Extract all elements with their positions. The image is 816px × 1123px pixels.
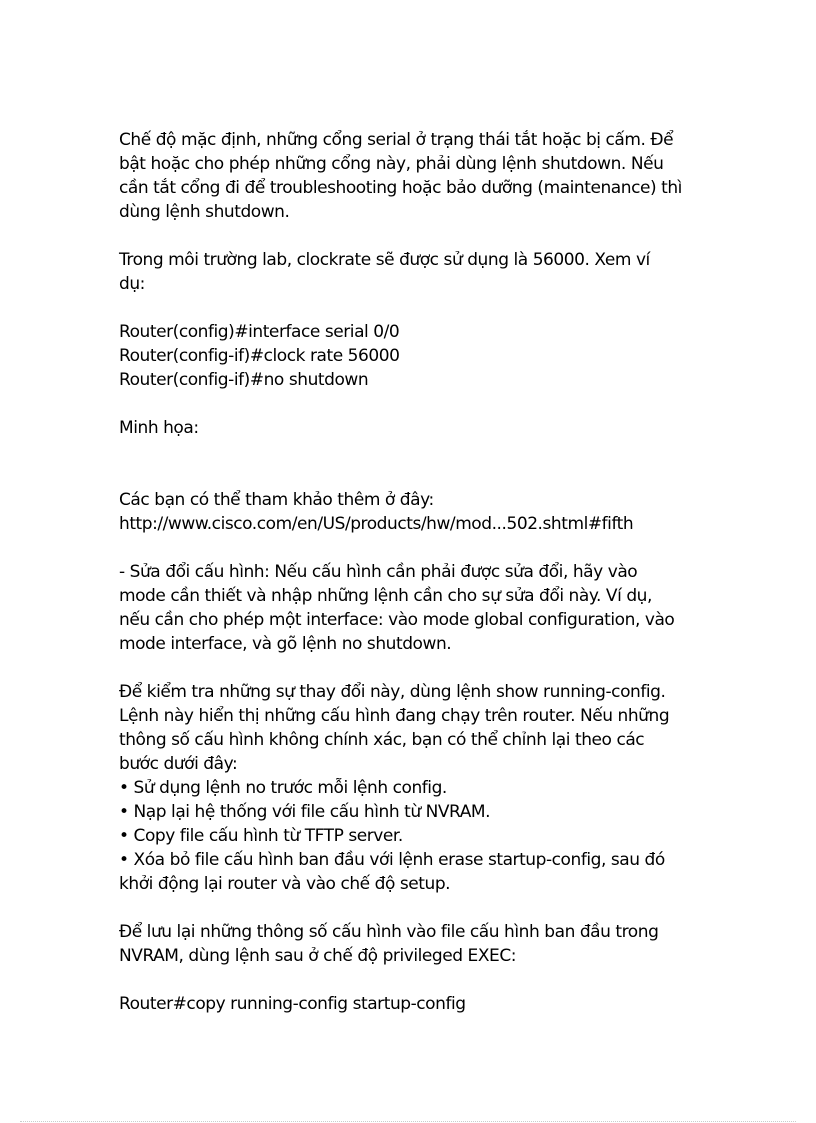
text-line: Lệnh này hiển thị những cấu hình đang chạy trên router. Nếu những <box>119 706 670 726</box>
text-line: bước dưới đây: <box>119 754 238 774</box>
reference-block <box>119 488 719 536</box>
text-line: nếu cần cho phép một interface: vào mode global configuration, vào <box>119 610 675 630</box>
text-line: - Sửa đổi cấu hình: Nếu cấu hình cần phải được sửa đổi, hãy vào <box>119 562 638 582</box>
reference-url: http://www.cisco.com/en/US/products/hw/mod...502.shtml#fifth <box>119 514 634 534</box>
text-line: dụ: <box>119 274 145 294</box>
text-line: thông số cấu hình không chính xác, bạn có thể chỉnh lại theo các <box>119 730 645 750</box>
code-line: Router(config)#interface serial 0/0 <box>119 322 400 342</box>
bullet-item: • Sử dụng lệnh no trước mỗi lệnh config. <box>119 778 447 798</box>
text-line: cần tắt cổng đi để troubleshooting hoặc bảo dưỡng (maintenance) thì <box>119 178 682 198</box>
text-line: NVRAM, dùng lệnh sau ở chế độ privileged EXEC: <box>119 946 517 966</box>
paragraph-serial-ports <box>119 128 719 224</box>
paragraph-check-config <box>119 680 719 896</box>
text-line: bật hoặc cho phép những cổng này, phải dùng lệnh shutdown. Nếu <box>119 154 664 174</box>
code-line: Router(config-if)#clock rate 56000 <box>119 346 400 366</box>
bullet-item: • Xóa bỏ file cấu hình ban đầu với lệnh erase startup-config, sau đó <box>119 850 665 870</box>
text-line: khởi động lại router và vào chế độ setup. <box>119 874 451 894</box>
text-line: Để lưu lại những thông số cấu hình vào file cấu hình ban đầu trong <box>119 922 659 942</box>
text-line: mode cần thiết và nhập những lệnh cần cho sự sửa đổi này. Ví dụ, <box>119 586 652 606</box>
text-line: Để kiểm tra những sự thay đổi này, dùng lệnh show running-config. <box>119 682 666 702</box>
text-line: dùng lệnh shutdown. <box>119 202 290 222</box>
paragraph-modify-config <box>119 560 719 656</box>
code-example <box>119 320 719 392</box>
text-line: Trong môi trường lab, clockrate sẽ được sử dụng là 56000. Xem ví <box>119 250 650 270</box>
page-bottom-border <box>20 1121 796 1122</box>
text-line: Các bạn có thể tham khảo thêm ở đây: <box>119 490 434 510</box>
code-line: Router(config-if)#no shutdown <box>119 370 369 390</box>
illustration-label: Minh họa: <box>119 418 199 438</box>
paragraph-save-config <box>119 920 719 968</box>
bullet-item: • Nạp lại hệ thống với file cấu hình từ NVRAM. <box>119 802 491 822</box>
bullet-item: • Copy file cấu hình từ TFTP server. <box>119 826 403 846</box>
text-line: mode interface, và gõ lệnh no shutdown. <box>119 634 452 654</box>
paragraph-lab-clockrate <box>119 248 719 296</box>
document-body <box>119 128 719 1016</box>
final-command: Router#copy running-config startup-config <box>119 994 466 1014</box>
text-line: Chế độ mặc định, những cổng serial ở trạng thái tắt hoặc bị cấm. Để <box>119 130 674 150</box>
